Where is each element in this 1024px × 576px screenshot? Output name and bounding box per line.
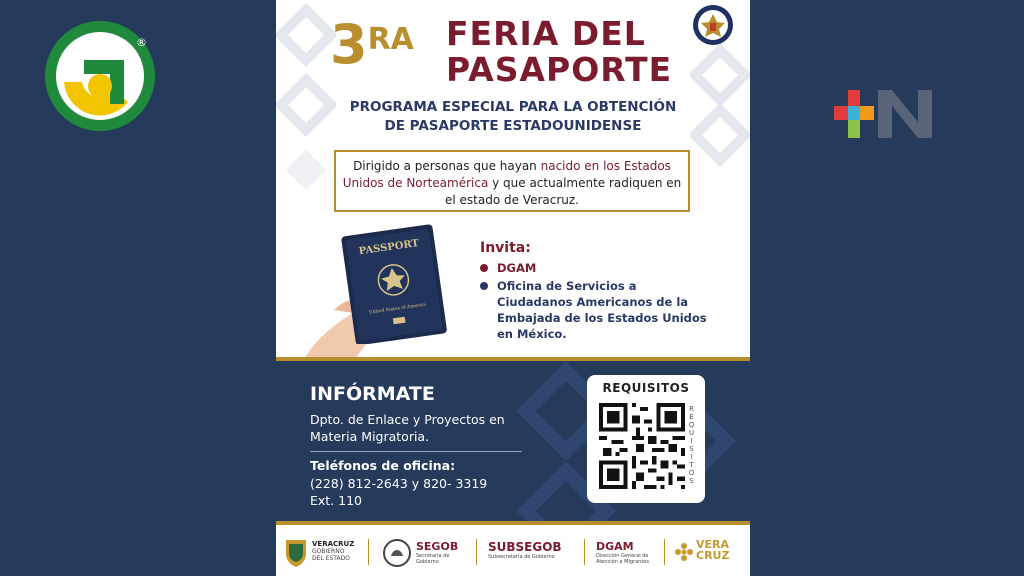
segob-logo xyxy=(416,540,466,565)
edition-number-digit: 3 xyxy=(330,13,368,76)
divider xyxy=(368,539,369,565)
edition-number xyxy=(330,13,414,76)
veracruz-shield-icon xyxy=(284,538,308,568)
bullet-icon xyxy=(480,282,488,290)
passport-country: United States of America xyxy=(368,302,427,316)
invita-item xyxy=(480,260,707,276)
qr-card[interactable] xyxy=(587,375,705,503)
informate-title: INFÓRMATE xyxy=(310,383,435,405)
audience-text-highlight: nacido en los Estados Unidos de Norteamérica xyxy=(342,159,671,190)
us-embassy-seal-icon xyxy=(692,4,734,46)
veracruz-label: VERACRUZ xyxy=(312,540,355,548)
passport-cover-label: PASSPORT xyxy=(358,238,420,258)
qr-vertical-text: REQUISITOS xyxy=(687,405,696,485)
qr-label: REQUISITOS xyxy=(602,381,690,395)
qr-code-icon[interactable] xyxy=(599,403,685,489)
department-name: Dpto. de Enlace y Proyectos en Materia Migratoria. xyxy=(310,412,505,444)
title-line-1: FERIA DEL xyxy=(446,14,646,53)
plus-n-logo-icon xyxy=(834,88,934,140)
sponsor-footer xyxy=(276,525,750,576)
passport-fair-poster xyxy=(276,0,750,576)
audience-text-2: y que actualmente radiquen en el estado de Veracruz. xyxy=(444,176,682,207)
invita-item xyxy=(480,278,707,342)
edition-ordinal: RA xyxy=(367,22,414,57)
mexico-coat-of-arms-icon xyxy=(382,538,412,568)
subsegob-label: SUBSEGOB xyxy=(488,540,562,554)
bullet-icon xyxy=(480,264,488,272)
divider xyxy=(664,539,665,565)
dgam-label: DGAM xyxy=(596,540,634,553)
poster-subtitle xyxy=(296,98,730,136)
subsegob-logo xyxy=(488,540,578,560)
dgam-logo xyxy=(596,540,658,565)
divider xyxy=(310,451,522,452)
subsegob-sublabel: Subsecretaría de Gobierno xyxy=(488,554,555,560)
veracruz-government-logo xyxy=(312,540,354,562)
invita-item-label: Oficina de Servicios a Ciudadanos Americanos de la Embajada de los Estados Unidos en México. xyxy=(497,279,707,341)
divider xyxy=(584,539,585,565)
veracruz-brand-logo: VERA CRUZ xyxy=(696,538,730,562)
phone-extension: Ext. 110 xyxy=(310,493,363,508)
invita-heading: Invita: xyxy=(480,240,531,256)
svg-text:®: ® xyxy=(136,36,147,49)
dgam-sublabel: Dirección General de Atención a Migrantes xyxy=(596,553,649,565)
veracruz-sublabel: GOBIERNO DEL ESTADO xyxy=(312,548,350,562)
title-line-2: PASAPORTE xyxy=(446,50,673,89)
invita-item-label: DGAM xyxy=(497,261,537,275)
divider xyxy=(476,539,477,565)
subtitle-line-2: DE PASAPORTE ESTADOUNIDENSE xyxy=(384,118,642,134)
phone-numbers xyxy=(310,475,487,509)
passport-icon xyxy=(338,224,448,344)
veracruz-brand-icon xyxy=(674,542,694,562)
audience-text-1: Dirigido a personas que hayan xyxy=(353,159,541,173)
phone-line: (228) 812-2643 y 820- 3319 xyxy=(310,476,488,491)
segob-sublabel: Secretaría de Gobierno xyxy=(416,553,450,565)
qr-vertical-label xyxy=(686,405,696,488)
news-channel-logo-icon xyxy=(44,20,156,132)
poster-title xyxy=(446,16,672,88)
audience-box xyxy=(334,150,690,212)
segob-label: SEGOB xyxy=(416,540,459,553)
phone-heading: Teléfonos de oficina: xyxy=(310,458,456,473)
subtitle-line-1: PROGRAMA ESPECIAL PARA LA OBTENCIÓN xyxy=(349,99,677,115)
contact-section xyxy=(276,361,750,521)
